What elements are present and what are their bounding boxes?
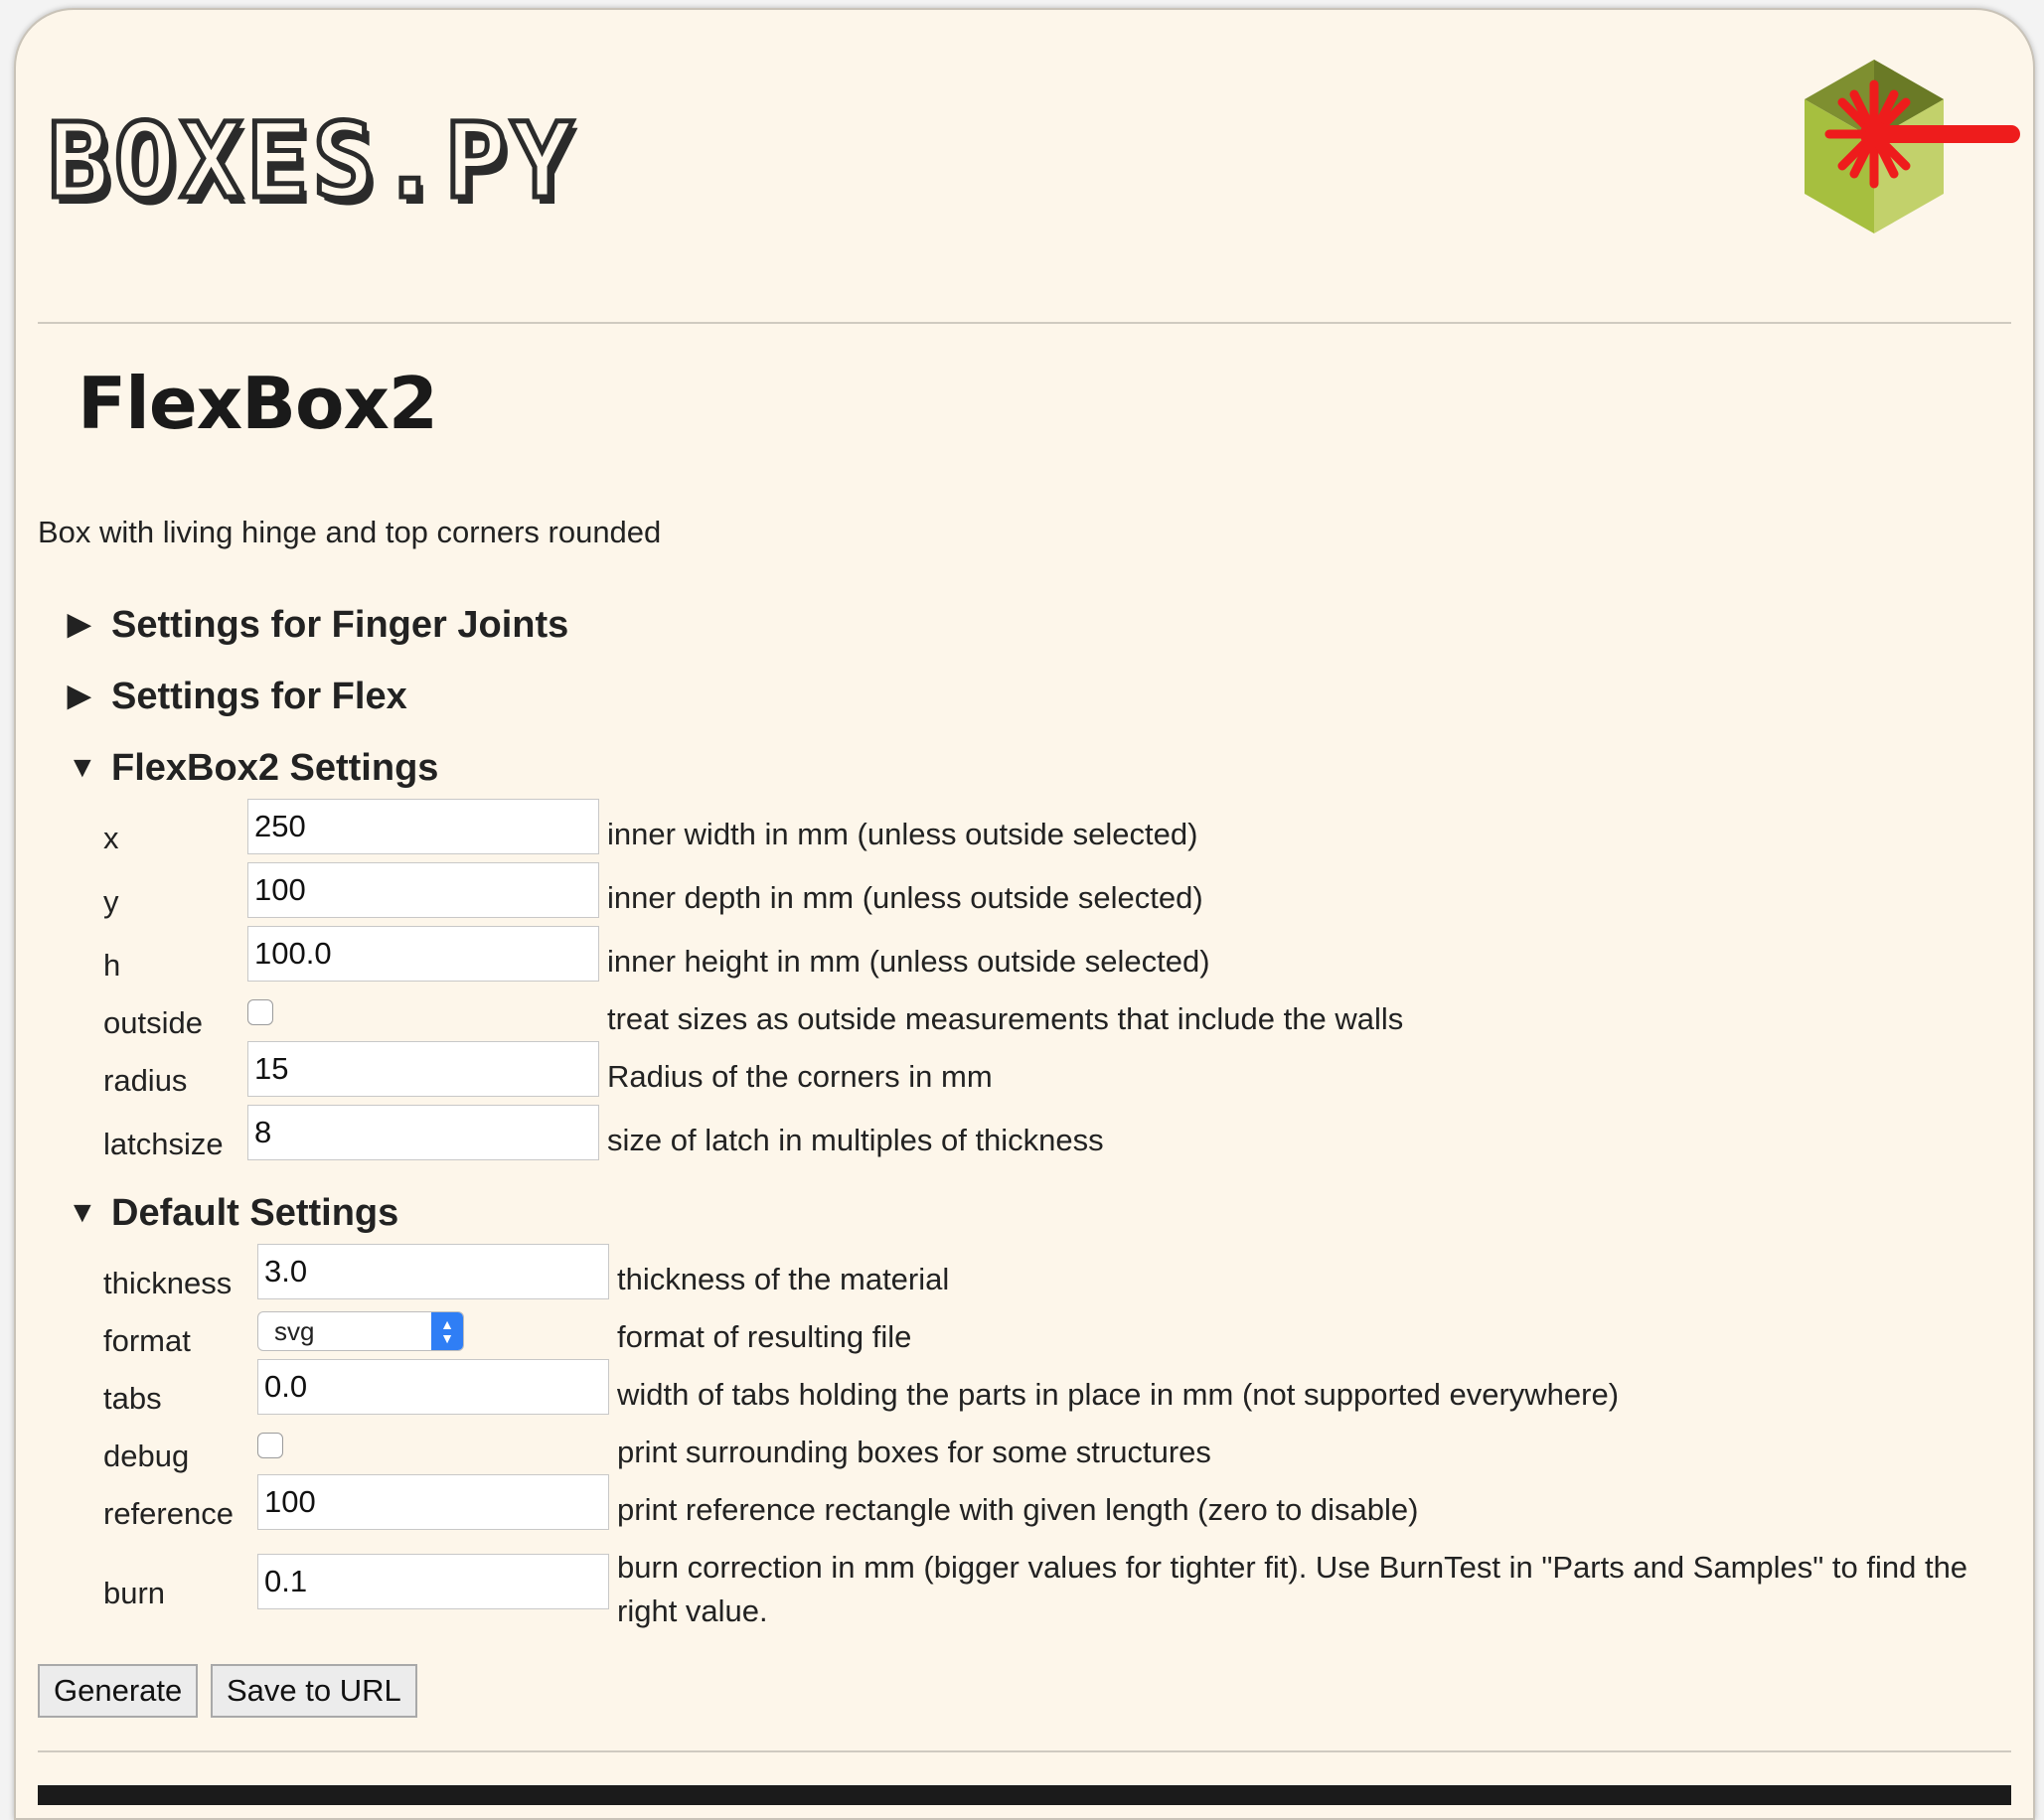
generate-button[interactable]: Generate: [38, 1664, 198, 1718]
param-row-radius: [103, 1063, 187, 1099]
section-flexbox2-label: FlexBox2 Settings: [111, 747, 439, 789]
collapse-triangle-icon: ▼: [68, 751, 97, 784]
param-row-thickness: [103, 1266, 232, 1301]
outside-help: treat sizes as outside measurements that include the walls: [607, 1001, 1404, 1036]
laser-box-logo-icon[interactable]: [1765, 40, 2033, 278]
param-label: x: [103, 821, 119, 855]
radius-help: Radius of the corners in mm: [607, 1059, 993, 1094]
section-defaults-label: Default Settings: [111, 1192, 399, 1234]
param-label: outside: [103, 1005, 203, 1040]
browser-window: [14, 8, 2035, 1820]
param-label: latchsize: [103, 1127, 224, 1161]
param-row-debug: [103, 1439, 189, 1474]
save-to-url-button[interactable]: Save to URL: [211, 1664, 417, 1718]
latchsize-help: size of latch in multiples of thickness: [607, 1123, 1104, 1157]
header-divider: [38, 322, 2011, 324]
radius-input[interactable]: [247, 1041, 599, 1097]
param-label: reference: [103, 1496, 234, 1531]
param-row-x: [103, 821, 119, 856]
param-label: format: [103, 1323, 191, 1358]
select-arrows-icon: ▲ ▼: [431, 1312, 463, 1350]
param-label: burn: [103, 1576, 166, 1610]
param-row-outside: [103, 1005, 203, 1041]
format-help: format of resulting file: [617, 1319, 912, 1354]
latchsize-input[interactable]: [247, 1105, 599, 1160]
x-help: inner width in mm (unless outside selected): [607, 817, 1198, 851]
reference-help: print reference rectangle with given length (zero to disable): [617, 1492, 1419, 1527]
param-row-burn: [103, 1576, 165, 1611]
param-row-format: [103, 1323, 191, 1359]
outside-checkbox[interactable]: [247, 999, 273, 1025]
tabs-help: width of tabs holding the parts in place in mm (not supported everywhere): [617, 1377, 1620, 1412]
section-finger-joints-label: Settings for Finger Joints: [111, 604, 569, 646]
expand-triangle-icon: ▶: [68, 680, 91, 712]
format-select[interactable]: [257, 1311, 464, 1351]
param-row-h: [103, 948, 120, 984]
section-flex-label: Settings for Flex: [111, 676, 407, 717]
collapse-triangle-icon: ▼: [68, 1196, 97, 1229]
burn-help-line1: burn correction in mm (bigger values for tighter fit). Use BurnTest in "Parts and Samples" to find the: [617, 1550, 1968, 1585]
thickness-input[interactable]: [257, 1244, 609, 1299]
expand-triangle-icon: ▶: [68, 608, 91, 641]
section-default-settings[interactable]: [68, 1194, 398, 1232]
h-input[interactable]: [247, 926, 599, 982]
h-help: inner height in mm (unless outside selected): [607, 944, 1210, 979]
footer-divider: [38, 1750, 2011, 1752]
thickness-help: thickness of the material: [617, 1262, 950, 1296]
param-row-latchsize: [103, 1127, 224, 1162]
param-label: debug: [103, 1439, 190, 1473]
param-label: y: [103, 884, 119, 919]
param-label: tabs: [103, 1381, 162, 1416]
burn-help: [617, 1546, 1967, 1633]
site-logo-text[interactable]: BOXES.PY: [48, 100, 577, 222]
section-finger-joints[interactable]: [68, 606, 568, 644]
burn-help-line2: right value.: [617, 1593, 768, 1628]
tabs-input[interactable]: [257, 1359, 609, 1415]
page-description: Box with living hinge and top corners rounded: [38, 515, 662, 549]
param-row-tabs: [103, 1381, 162, 1417]
page-title: FlexBox2: [78, 362, 438, 445]
param-label: thickness: [103, 1266, 233, 1300]
param-label: radius: [103, 1063, 188, 1098]
x-input[interactable]: [247, 799, 599, 854]
section-flex[interactable]: [68, 678, 407, 715]
footer-bar: [38, 1785, 2011, 1805]
param-row-reference: [103, 1496, 234, 1532]
param-label: h: [103, 948, 121, 983]
burn-input[interactable]: [257, 1554, 609, 1609]
y-help: inner depth in mm (unless outside selected): [607, 880, 1203, 915]
reference-input[interactable]: [257, 1474, 609, 1530]
debug-checkbox[interactable]: [257, 1433, 283, 1458]
format-select-value: svg: [274, 1315, 315, 1346]
debug-help: print surrounding boxes for some structures: [617, 1435, 1211, 1469]
section-flexbox2-settings[interactable]: [68, 749, 438, 787]
param-row-y: [103, 884, 119, 920]
y-input[interactable]: [247, 862, 599, 918]
